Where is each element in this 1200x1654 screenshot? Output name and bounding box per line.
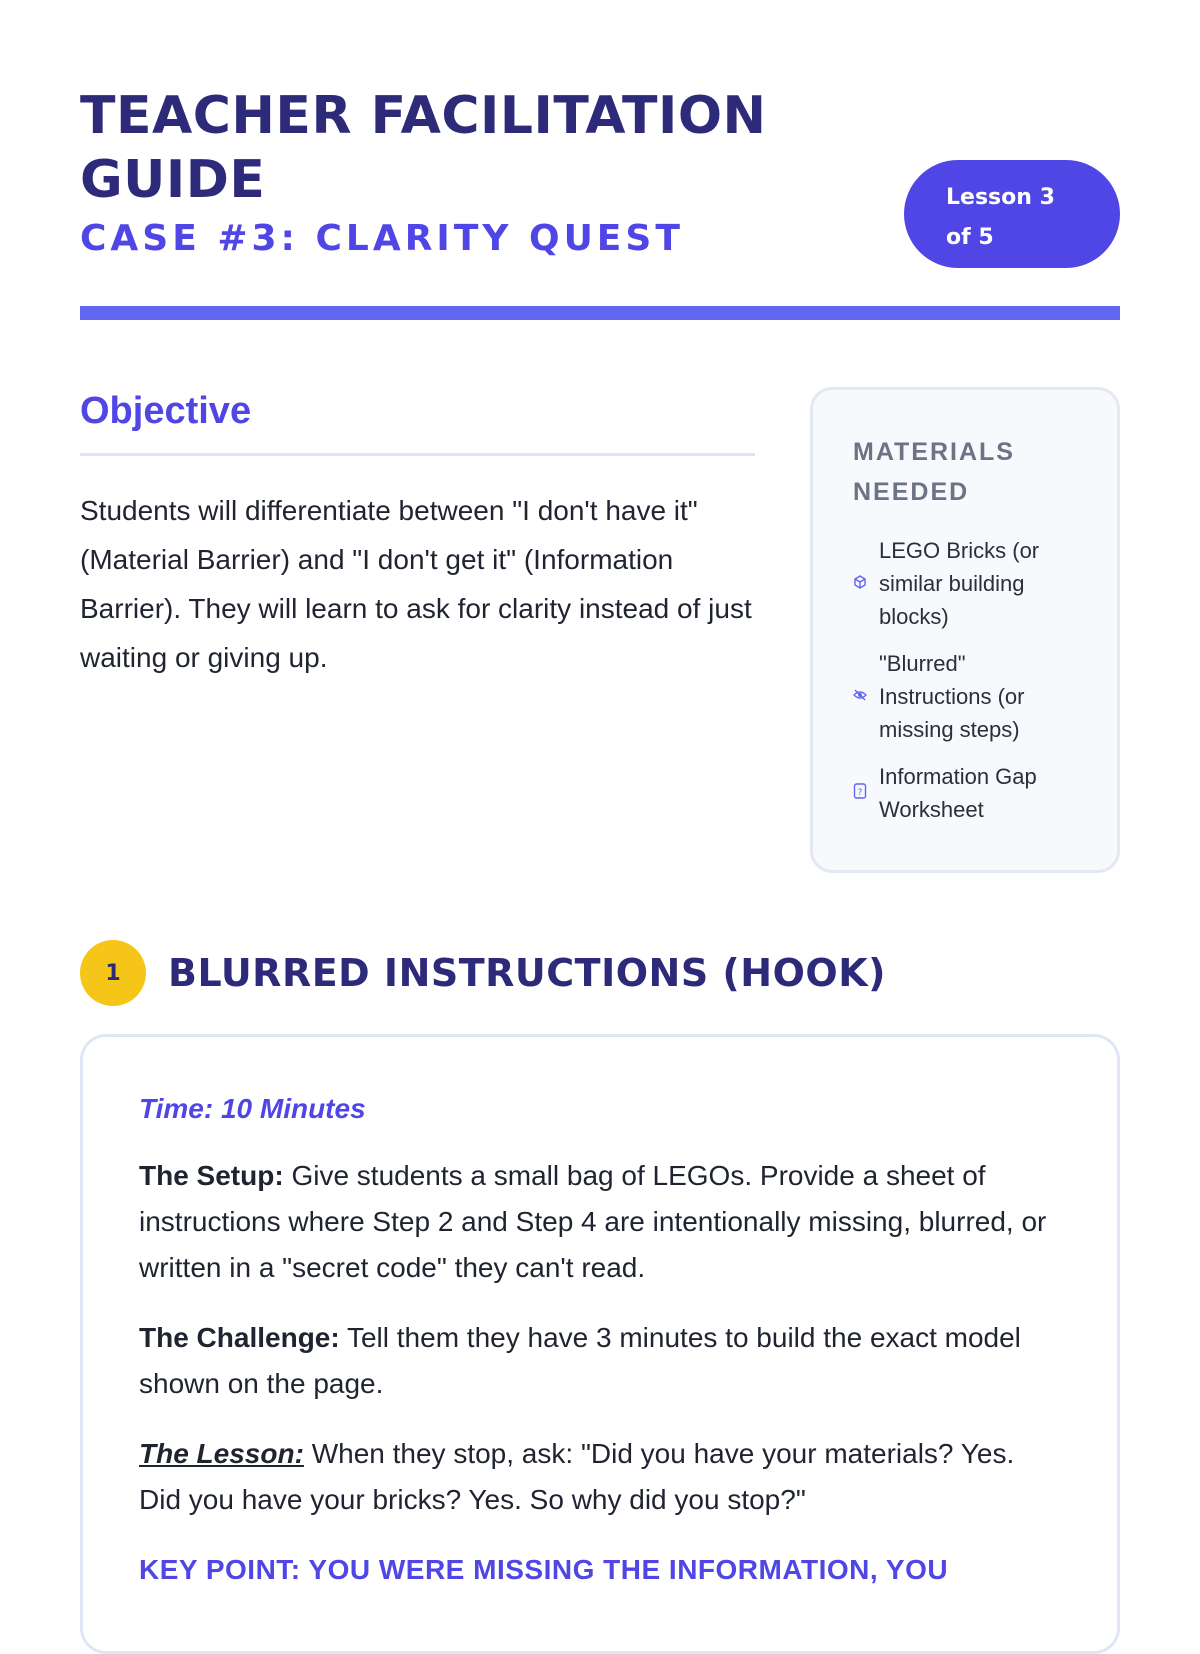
question-file-icon <box>853 783 879 803</box>
time-label: Time: 10 Minutes <box>139 1093 366 1124</box>
case-subtitle: CASE #3: CLARITY QUEST <box>80 218 684 259</box>
setup-paragraph <box>139 1153 1062 1291</box>
lesson-badge-line2: of 5 <box>946 225 994 250</box>
objective-text: Students will differentiate between "I don't have it" (Material Barrier) and "I don't get it" (Information Barrier). They will learn to ask for clarity instead of just waiting or giving up. <box>80 495 752 673</box>
objective-section <box>80 390 755 682</box>
materials-heading: MATERIALS NEEDED <box>853 438 1015 506</box>
challenge-label: The Challenge: <box>139 1322 340 1353</box>
materials-item-label: LEGO Bricks (or similar building blocks) <box>879 538 1040 629</box>
lesson-paragraph <box>139 1431 1062 1523</box>
materials-box <box>810 387 1120 873</box>
lesson-text: When they stop, ask: "Did you have your materials? Yes. Did you have your bricks? Yes. So why did you stop?" <box>139 1438 1015 1515</box>
lesson-badge-line1: Lesson 3 <box>946 185 1055 210</box>
guide-page <box>80 0 1120 1585</box>
lesson-badge <box>904 160 1120 268</box>
lesson-label: The Lesson: <box>139 1438 304 1469</box>
header-divider <box>80 306 1120 320</box>
section-1-title: BLURRED INSTRUCTIONS (HOOK) <box>168 951 887 995</box>
setup-label: The Setup: <box>139 1160 284 1191</box>
materials-item <box>853 647 1077 746</box>
materials-item <box>853 760 1077 826</box>
svg-text:?: ? <box>857 788 863 798</box>
materials-item <box>853 534 1077 633</box>
key-point: KEY POINT: YOU WERE MISSING THE INFORMATION, YOU <box>139 1554 949 1585</box>
section-1-header <box>80 940 886 1006</box>
materials-item-label: "Blurred" Instructions (or missing steps) <box>879 651 1025 742</box>
materials-item-label: Information Gap Worksheet <box>879 764 1037 822</box>
step-number-badge: 1 <box>80 940 146 1006</box>
objective-heading: Objective <box>80 390 755 456</box>
challenge-paragraph <box>139 1315 1062 1407</box>
setup-text: Give students a small bag of LEGOs. Provide a sheet of instructions where Step 2 and Step 4 are intentionally missing, blurred, or written in a "secret code" they can't read. <box>139 1160 1047 1283</box>
challenge-text: Tell them they have 3 minutes to build the exact model shown on the page. <box>139 1322 1021 1399</box>
page-title: TEACHER FACILITATION GUIDE <box>80 86 767 210</box>
section-1-card <box>80 1034 1120 1654</box>
header <box>80 0 1120 320</box>
cube-icon <box>853 575 879 593</box>
eye-slash-icon <box>853 688 879 706</box>
